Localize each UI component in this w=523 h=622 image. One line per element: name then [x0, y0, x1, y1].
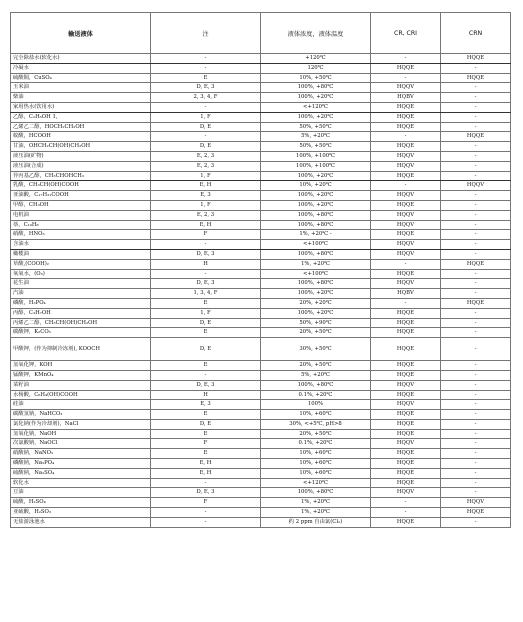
crn-cell: HQQE [441, 73, 511, 83]
cr-cri-cell: HQBV [371, 93, 441, 103]
concentration-cell: 20%, +20℃ [261, 298, 371, 308]
concentration-cell: 10%, +60℃ [261, 468, 371, 478]
table-row [11, 508, 511, 518]
note-cell: D, E [151, 318, 261, 328]
note-cell: E, 2, 3 [151, 210, 261, 220]
crn-cell: - [441, 370, 511, 380]
cr-cri-cell: - [371, 73, 441, 83]
table-row [11, 279, 511, 289]
crn-cell: - [441, 83, 511, 93]
liquid-name-cell: 硅油 [11, 400, 151, 410]
concentration-cell: 10%, +60℃ [261, 410, 371, 420]
concentration-cell: 50%, +90℃ [261, 318, 371, 328]
liquid-name-cell: 电机油 [11, 210, 151, 220]
note-cell: - [151, 63, 261, 73]
note-cell: E, 2, 3 [151, 161, 261, 171]
crn-cell: - [441, 112, 511, 122]
table-row [11, 142, 511, 152]
cr-cri-cell: HQQE [371, 230, 441, 240]
cr-cri-cell: HQQV [371, 439, 441, 449]
table-row [11, 200, 511, 210]
note-cell: - [151, 132, 261, 142]
crn-cell: - [441, 338, 511, 361]
liquid-name-cell: 甲醇，CH₃OH [11, 200, 151, 210]
cr-cri-cell: HQQE [371, 419, 441, 429]
cr-cri-cell: HQQV [371, 210, 441, 220]
crn-cell: - [441, 410, 511, 420]
liquid-name-cell: 蚁酸，HCOOH [11, 132, 151, 142]
note-cell: E, 2, 3 [151, 151, 261, 161]
concentration-cell: 100%, +100℃ [261, 151, 371, 161]
cr-cri-cell: HQQE [371, 318, 441, 328]
liquid-name-cell: 无盐游泳池水 [11, 517, 151, 527]
table-row [11, 240, 511, 250]
table-row [11, 63, 511, 73]
liquid-compatibility-table-container [10, 12, 510, 528]
liquid-name-cell: 甘油，OHCH₂CH(OH)CH₂OH [11, 142, 151, 152]
liquid-name-cell: 萘，C₁₀H₈ [11, 220, 151, 230]
note-cell: D, E [151, 338, 261, 361]
liquid-name-cell: 磷酸钠，Na₃PO₄ [11, 459, 151, 469]
crn-cell: - [441, 63, 511, 73]
note-cell: - [151, 269, 261, 279]
table-row [11, 459, 511, 469]
crn-cell: - [441, 478, 511, 488]
table-row [11, 122, 511, 132]
liquid-name-cell: 花生油 [11, 279, 151, 289]
concentration-cell: 10%, +50℃ [261, 73, 371, 83]
liquid-name-cell: 豆油 [11, 488, 151, 498]
cr-cri-cell: HQQE [371, 171, 441, 181]
crn-cell: - [441, 269, 511, 279]
concentration-cell: 5%, +20℃ [261, 132, 371, 142]
cr-cri-cell: HQQV [371, 191, 441, 201]
concentration-cell: 100%, +80℃ [261, 279, 371, 289]
concentration-cell: <+120℃ [261, 102, 371, 112]
cr-cri-cell: HQQE [371, 478, 441, 488]
note-cell: - [151, 508, 261, 518]
concentration-cell: 100%, +80℃ [261, 380, 371, 390]
liquid-name-cell: 氢氧化钾，KOH [11, 361, 151, 371]
cr-cri-cell: HQQV [371, 400, 441, 410]
table-row [11, 390, 511, 400]
crn-cell: - [441, 171, 511, 181]
cr-cri-cell: HQBV [371, 289, 441, 299]
note-cell: E [151, 429, 261, 439]
table-row [11, 161, 511, 171]
concentration-cell: 0.1%, +20℃ [261, 390, 371, 400]
note-cell: E [151, 73, 261, 83]
crn-cell: - [441, 151, 511, 161]
cr-cri-cell: HQQE [371, 468, 441, 478]
liquid-name-cell: 含油水 [11, 240, 151, 250]
table-row [11, 132, 511, 142]
crn-cell: HQQE [441, 298, 511, 308]
liquid-name-cell: 柴油 [11, 93, 151, 103]
cr-cri-cell: - [371, 508, 441, 518]
note-cell: 2, 3, 4, F [151, 93, 261, 103]
concentration-cell: 100% [261, 400, 371, 410]
table-row [11, 400, 511, 410]
table-row [11, 83, 511, 93]
table-row [11, 308, 511, 318]
cr-cri-cell: HQQV [371, 161, 441, 171]
concentration-cell: 30%, <+5℃, pH>8 [261, 419, 371, 429]
liquid-name-cell: 氯化钠(作为冷却剂)，NaCl [11, 419, 151, 429]
concentration-cell: 20%, +50℃ [261, 328, 371, 338]
table-row [11, 259, 511, 269]
table-row [11, 468, 511, 478]
cr-cri-cell: HQQE [371, 328, 441, 338]
concentration-cell: <+100℃ [261, 269, 371, 279]
crn-cell: - [441, 240, 511, 250]
liquid-name-cell: 硝酸钠，NaNO₃ [11, 449, 151, 459]
liquid-name-cell: 丙烯乙二醇，CH₃CH(OH)CH₂OH [11, 318, 151, 328]
liquid-name-cell: 水杨酸，C₆H₄(OH)COOH [11, 390, 151, 400]
crn-cell: - [441, 220, 511, 230]
note-cell: D, E, 3 [151, 249, 261, 259]
note-cell: 1, F [151, 308, 261, 318]
table-row [11, 102, 511, 112]
crn-cell: - [441, 249, 511, 259]
header-concentration-temperature: 液体浓度，液体温度 [261, 13, 371, 54]
concentration-cell: 50%, +50℃ [261, 142, 371, 152]
crn-cell: - [441, 102, 511, 112]
crn-cell: - [441, 279, 511, 289]
table-row [11, 517, 511, 527]
concentration-cell: 120℃ [261, 63, 371, 73]
liquid-name-cell: 橄榄油 [11, 249, 151, 259]
concentration-cell: 100%, +20℃ [261, 171, 371, 181]
table-row [11, 289, 511, 299]
crn-cell: - [441, 230, 511, 240]
liquid-name-cell: 磷酸，H₃PO₄ [11, 298, 151, 308]
note-cell: - [151, 517, 261, 527]
liquid-name-cell: 碳酸钾，K₂CO₃ [11, 328, 151, 338]
cr-cri-cell: HQQE [371, 269, 441, 279]
concentration-cell: 100%, +100℃ [261, 161, 371, 171]
crn-cell: HQQV [441, 498, 511, 508]
cr-cri-cell: HQQE [371, 410, 441, 420]
crn-cell: HQQE [441, 54, 511, 64]
crn-cell: - [441, 191, 511, 201]
liquid-name-cell: 氧氧水，(O₃) [11, 269, 151, 279]
note-cell: E, 3 [151, 400, 261, 410]
note-cell: E [151, 449, 261, 459]
note-cell: F [151, 439, 261, 449]
cr-cri-cell: - [371, 54, 441, 64]
note-cell: F [151, 230, 261, 240]
cr-cri-cell: HQQE [371, 338, 441, 361]
crn-cell: - [441, 449, 511, 459]
note-cell: E [151, 298, 261, 308]
liquid-name-cell: 液压油(合成) [11, 161, 151, 171]
crn-cell: - [441, 419, 511, 429]
table-row [11, 54, 511, 64]
crn-cell: HQQV [441, 181, 511, 191]
concentration-cell: 100%, +20℃ [261, 200, 371, 210]
liquid-name-cell: 菜籽油 [11, 380, 151, 390]
note-cell: E, H [151, 220, 261, 230]
note-cell: D, E [151, 142, 261, 152]
table-row [11, 298, 511, 308]
table-row [11, 171, 511, 181]
liquid-name-cell: 乙烯乙二醇，HOCH₂CH₂OH [11, 122, 151, 132]
crn-cell: - [441, 142, 511, 152]
concentration-cell: 100%, +80℃ [261, 488, 371, 498]
crn-cell: - [441, 468, 511, 478]
table-row [11, 220, 511, 230]
table-row [11, 439, 511, 449]
table-row [11, 230, 511, 240]
cr-cri-cell: HQQE [371, 63, 441, 73]
cr-cri-cell: - [371, 298, 441, 308]
table-row [11, 449, 511, 459]
cr-cri-cell: - [371, 132, 441, 142]
crn-cell: HQQE [441, 508, 511, 518]
note-cell: 1, F [151, 171, 261, 181]
concentration-cell: 约 2 ppm 自由氯(Cl₂) [261, 517, 371, 527]
liquid-name-cell: 亚硫酸，H₂SO₃ [11, 508, 151, 518]
cr-cri-cell: HQQE [371, 361, 441, 371]
header-note: 注 [151, 13, 261, 54]
note-cell: D, E [151, 122, 261, 132]
crn-cell: - [441, 390, 511, 400]
table-row [11, 318, 511, 328]
note-cell: H [151, 390, 261, 400]
liquid-name-cell: 汽油 [11, 289, 151, 299]
liquid-name-cell: 氢氧化钠，NaOH [11, 429, 151, 439]
concentration-cell: 1%, +20℃ [261, 508, 371, 518]
cr-cri-cell: HQQE [371, 459, 441, 469]
note-cell: D, E, 3 [151, 279, 261, 289]
cr-cri-cell: HQQV [371, 279, 441, 289]
table-row [11, 73, 511, 83]
note-cell: E [151, 410, 261, 420]
liquid-name-cell: 乙醇，C₂H₅OH 1, [11, 112, 151, 122]
table-row [11, 181, 511, 191]
liquid-name-cell: 硫酸铜，CuSO₄ [11, 73, 151, 83]
liquid-name-cell: 异丙基乙醇，CH₃CHOHCH₃ [11, 171, 151, 181]
liquid-name-cell: 硝酸，HNO₃ [11, 230, 151, 240]
concentration-cell: 100%, +80℃ [261, 249, 371, 259]
concentration-cell: 100%, +80℃ [261, 210, 371, 220]
note-cell: D, E [151, 419, 261, 429]
note-cell: F [151, 498, 261, 508]
table-row [11, 328, 511, 338]
crn-cell: - [441, 380, 511, 390]
liquid-name-cell: 玉米油 [11, 83, 151, 93]
concentration-cell: 100%, +80℃ [261, 220, 371, 230]
concentration-cell: 10%, +20℃ [261, 181, 371, 191]
cr-cri-cell: HQQV [371, 380, 441, 390]
table-row [11, 410, 511, 420]
liquid-name-cell: 草酸,(COOH)₂ [11, 259, 151, 269]
cr-cri-cell: HQQV [371, 249, 441, 259]
note-cell: 1, 3, 4, F [151, 289, 261, 299]
note-cell: D, E, 3 [151, 83, 261, 93]
header-cr-cri: CR, CRI [371, 13, 441, 54]
crn-cell: - [441, 308, 511, 318]
header-liquid: 输送液体 [11, 13, 151, 54]
table-row [11, 370, 511, 380]
note-cell: - [151, 102, 261, 112]
note-cell: E [151, 361, 261, 371]
table-row [11, 93, 511, 103]
cr-cri-cell: HQQV [371, 488, 441, 498]
table-row [11, 249, 511, 259]
cr-cri-cell: HQQE [371, 122, 441, 132]
note-cell: E [151, 328, 261, 338]
crn-cell: - [441, 459, 511, 469]
crn-cell: - [441, 93, 511, 103]
concentration-cell: 0.1%, +20℃ [261, 439, 371, 449]
crn-cell: - [441, 429, 511, 439]
concentration-cell: 10%, +60℃ [261, 449, 371, 459]
concentration-cell: 1%, +20℃ [261, 498, 371, 508]
concentration-cell: 30%, +50℃ [261, 338, 371, 361]
concentration-cell: 100%, +80℃ [261, 83, 371, 93]
table-row [11, 151, 511, 161]
liquid-name-cell: 硫酸钠，Na₂SO₄ [11, 468, 151, 478]
table-body [11, 54, 511, 528]
liquid-name-cell: 锰酸钾，KMnO₄ [11, 370, 151, 380]
crn-cell: HQQE [441, 132, 511, 142]
crn-cell: - [441, 122, 511, 132]
concentration-cell: 100%, +20℃ [261, 112, 371, 122]
liquid-name-cell: 硫酸，H₂SO₄ [11, 498, 151, 508]
cr-cri-cell: HQQE [371, 308, 441, 318]
liquid-name-cell: 次氯酸钠，NaOCl [11, 439, 151, 449]
note-cell: E, H [151, 181, 261, 191]
note-cell: E, H [151, 468, 261, 478]
liquid-name-cell: 家用热水(饮用水) [11, 102, 151, 112]
cr-cri-cell: HQQV [371, 240, 441, 250]
crn-cell: - [441, 517, 511, 527]
note-cell: H [151, 259, 261, 269]
cr-cri-cell: - [371, 181, 441, 191]
cr-cri-cell: HQQE [371, 429, 441, 439]
concentration-cell: +120℃ [261, 54, 371, 64]
concentration-cell: 100%, +20℃ [261, 308, 371, 318]
table-row [11, 478, 511, 488]
crn-cell: - [441, 161, 511, 171]
note-cell: - [151, 478, 261, 488]
note-cell: E, H [151, 459, 261, 469]
cr-cri-cell: HQQE [371, 112, 441, 122]
note-cell: D, E, 3 [151, 488, 261, 498]
cr-cri-cell: HQQE [371, 449, 441, 459]
cr-cri-cell: - [371, 259, 441, 269]
crn-cell: - [441, 328, 511, 338]
crn-cell: - [441, 318, 511, 328]
table-row [11, 338, 511, 361]
cr-cri-cell: HQQV [371, 220, 441, 230]
note-cell: - [151, 370, 261, 380]
liquid-name-cell: 软化水 [11, 478, 151, 488]
concentration-cell: 100%, +20℃ [261, 289, 371, 299]
cr-cri-cell: HQQE [371, 200, 441, 210]
crn-cell: - [441, 289, 511, 299]
concentration-cell: 20%, +50℃ [261, 429, 371, 439]
table-row [11, 488, 511, 498]
cr-cri-cell: - [371, 498, 441, 508]
header-row [11, 13, 511, 54]
table-row [11, 191, 511, 201]
cr-cri-cell: HQQV [371, 151, 441, 161]
note-cell: 1, F [151, 112, 261, 122]
liquid-name-cell: 碳酸氢钠，NaHCO₃ [11, 410, 151, 420]
concentration-cell: 1%, +20℃ - [261, 230, 371, 240]
concentration-cell: <+100℃ [261, 240, 371, 250]
concentration-cell: 20%, +50℃ [261, 361, 371, 371]
liquid-name-cell: 甲酸钾，(作为抑制冷冻剂), KOOCH [11, 338, 151, 361]
liquid-name-cell: 乳酸，CH₃CH(OH)COOH [11, 181, 151, 191]
liquid-compatibility-table [10, 12, 511, 528]
table-row [11, 269, 511, 279]
note-cell: - [151, 240, 261, 250]
cr-cri-cell: HQQE [371, 370, 441, 380]
table-row [11, 361, 511, 371]
concentration-cell: 5%, +20℃ [261, 370, 371, 380]
crn-cell: - [441, 200, 511, 210]
note-cell: - [151, 54, 261, 64]
crn-cell: - [441, 400, 511, 410]
crn-cell: - [441, 210, 511, 220]
table-row [11, 419, 511, 429]
cr-cri-cell: HQQE [371, 102, 441, 112]
concentration-cell: <+120℃ [261, 478, 371, 488]
table-row [11, 498, 511, 508]
cr-cri-cell: HQQV [371, 83, 441, 93]
liquid-name-cell: 亚油酸，C₁₇H₃₁COOH [11, 191, 151, 201]
concentration-cell: 50%, +50℃ [261, 122, 371, 132]
table-row [11, 429, 511, 439]
liquid-name-cell: 丙醇，C₃H₇OH [11, 308, 151, 318]
table-row [11, 112, 511, 122]
liquid-name-cell: 冷凝水 [11, 63, 151, 73]
concentration-cell: 100%, +20℃ [261, 191, 371, 201]
table-row [11, 380, 511, 390]
concentration-cell: 10%, +60℃ [261, 459, 371, 469]
crn-cell: - [441, 439, 511, 449]
concentration-cell: 1%, +20℃ [261, 259, 371, 269]
note-cell: D, E, 3 [151, 380, 261, 390]
crn-cell: - [441, 488, 511, 498]
liquid-name-cell: 液压油(矿物) [11, 151, 151, 161]
cr-cri-cell: HQQE [371, 142, 441, 152]
liquid-name-cell: 完全除盐水(软化水) [11, 54, 151, 64]
crn-cell: - [441, 361, 511, 371]
crn-cell: HQQE [441, 259, 511, 269]
cr-cri-cell: HQQE [371, 390, 441, 400]
table-row [11, 210, 511, 220]
header-crn: CRN [441, 13, 511, 54]
cr-cri-cell: HQQE [371, 517, 441, 527]
concentration-cell: 100%, +20℃ [261, 93, 371, 103]
note-cell: E, 3 [151, 191, 261, 201]
note-cell: 1, F [151, 200, 261, 210]
